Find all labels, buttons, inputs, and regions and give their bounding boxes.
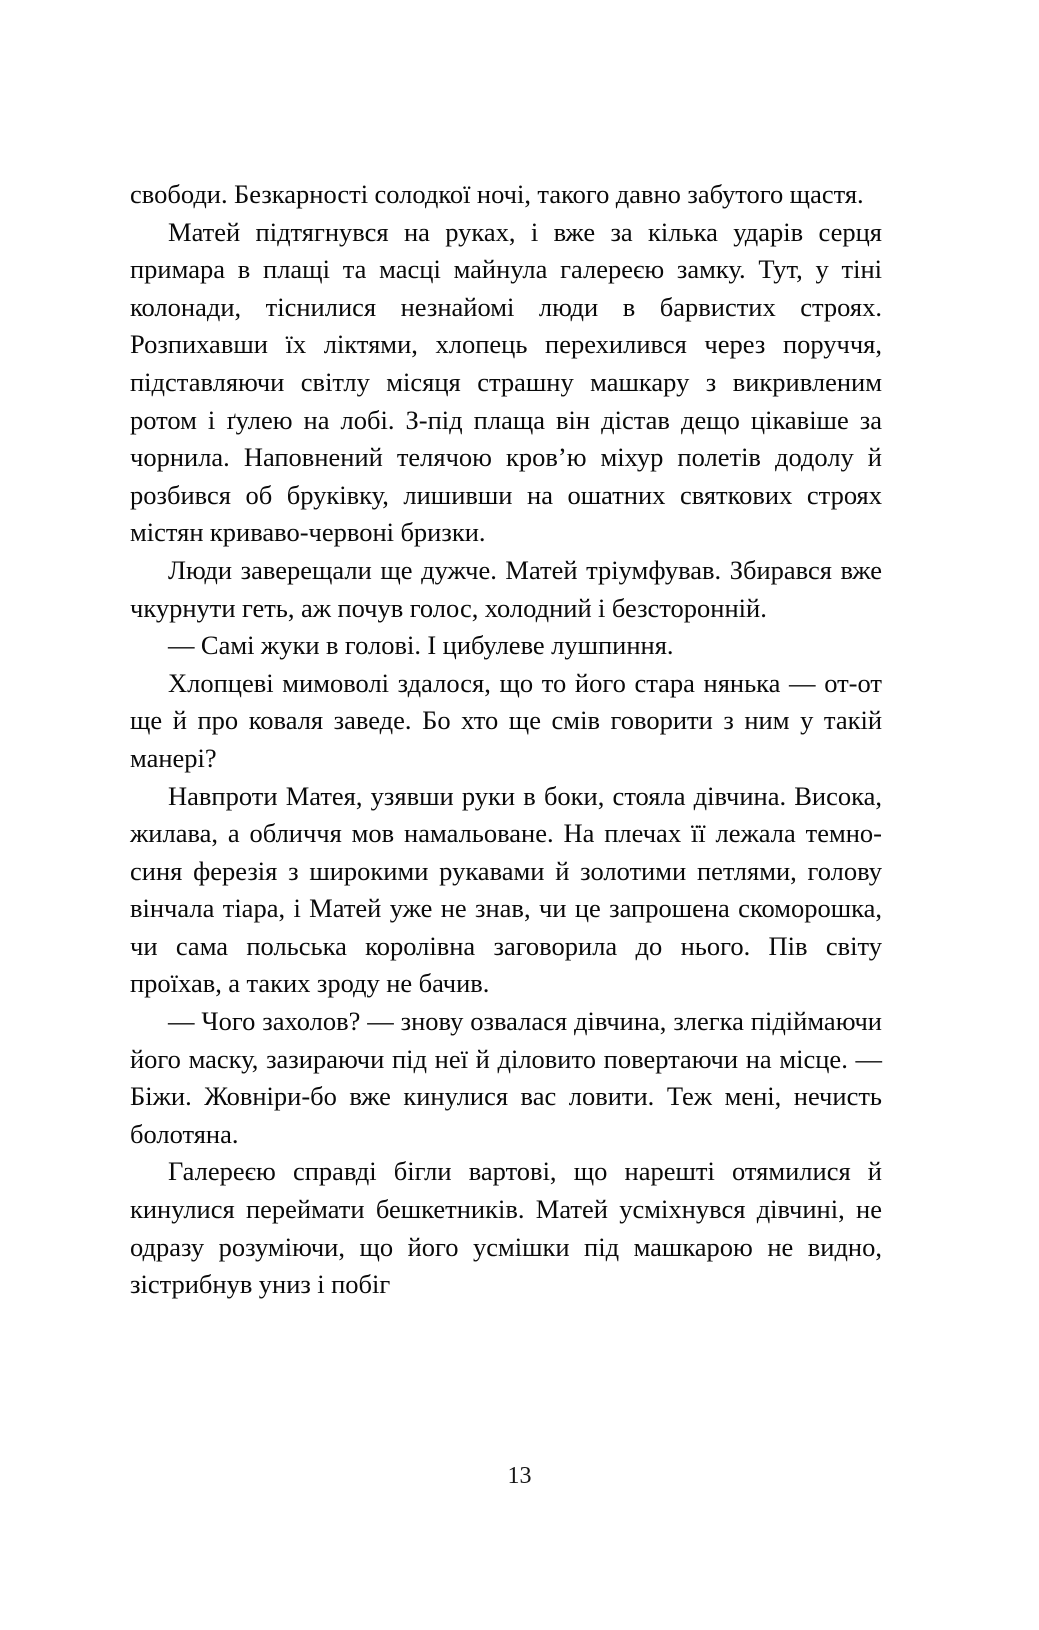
paragraph: Хлопцеві мимоволі здалося, що то його стара нянька — от-от ще й про коваля заведе. Бо хто ще смів говорити з ним у такій манері?	[130, 667, 882, 773]
body-text-column	[130, 176, 882, 1304]
paragraph: Галереєю справді бігли вартові, що нарешті отямилися й кинулися переймати бешкетників. Матей усміхнувся дівчині, не одразу розуміючи, що його усмішки під машкарою не видно, зістрибнув униз і побіг	[130, 1156, 882, 1300]
paragraph: Навпроти Матея, узявши руки в боки, стояла дівчина. Висока, жилава, а обличчя мов намальоване. На плечах її лежала темно-синя ферезія з широкими рукавами й золотими петлями, голову вінчала тіара, і Матей уже не знав, чи це запрошена скоморошка, чи сама польська королівна заговорила до нього. Пів світу проїхав, а таких зроду не бачив.	[130, 780, 882, 999]
dialogue-paragraph: — Чого захолов? — знову озвалася дівчина, злегка підіймаючи його маску, зазираючи під неї й діловито повертаючи на місце. — Біжи. Жовніри-бо вже кинулися вас ловити. Теж мені, нечисть болотяна.	[130, 1006, 882, 1149]
paragraph: Матей підтягнувся на руках, і вже за кілька ударів серця примара в плащі та масці майнула галереєю замку. Тут, у тіні колонади, тіснилися незнайомі люди в барвистих строях. Розпихавши їх ліктями, хлопець перехилився через поруччя, підставляючи світлу місяця страшну машкару з викривленим ротом і ґулею на лобі. З-під плаща він дістав дещо цікавіше за чорнила. Наповнений телячою кров’ю міхур полетів додолу й розбився об бруківку, лишивши на ошатних святкових строях містян криваво-червоні бризки.	[130, 216, 882, 548]
page-number: 13	[507, 1463, 532, 1489]
dialogue-paragraph: — Самі жуки в голові. І цибулеве лушпиння.	[168, 630, 674, 661]
paragraph: свободи. Безкарності солодкої ночі, такого давно забутого щастя.	[130, 179, 864, 209]
paragraph: Люди заверещали ще дужче. Матей тріумфував. Збирався вже чкурнути геть, аж почув голос, холодний і безсторонній.	[130, 554, 882, 623]
